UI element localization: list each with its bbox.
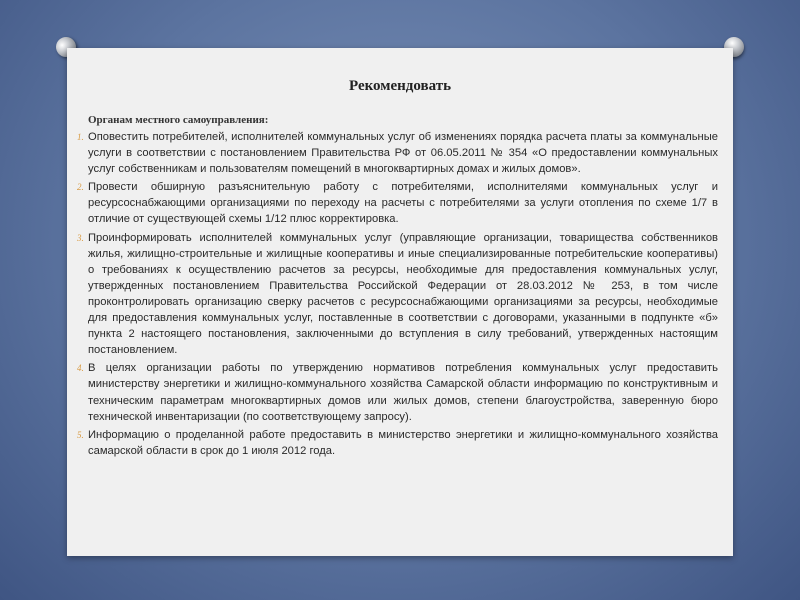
- list-item-text: Информацию о проделанной работе предоставить в министерство энергетики и жилищно-коммунального хозяйства самарской области в срок до 1 июля 2012 года.: [88, 428, 718, 457]
- list-item-number: 5.: [77, 429, 84, 440]
- list-item-number: 2.: [77, 182, 84, 193]
- list-item: [77, 360, 718, 424]
- list-item: [77, 427, 718, 459]
- list-item-number: 4.: [77, 363, 84, 374]
- list-item: [77, 230, 718, 359]
- list-item: [77, 129, 718, 177]
- list-item-number: 1.: [77, 132, 84, 142]
- list-item-text: В целях организации работы по утверждению нормативов потребления коммунальных услуг предоставить министерству энергетики и жилищно-коммунального хозяйства Самарской области информацию по конструктивным и техническим параметрам многоквартирных домов или жилых домов, степени благоустройства, заверенную бюро технической инвентаризации (по соответствующему запросу).: [88, 362, 718, 423]
- list-item-text: Оповестить потребителей, исполнителей коммунальных услуг об изменениях порядка расчета платы за коммунальные услуги в соответствии с постановлением Правительства РФ от 06.05.2011 № 354 «О предоставлении коммунальных услуг собственникам и пользователям помещений в многоквартирных домах и жилых домов».: [88, 131, 718, 176]
- slide-paper: [67, 48, 733, 556]
- recommendation-list: [77, 129, 718, 461]
- list-item-text: Провести обширную разъяснительную работу с потребителями, исполнителями коммунальных услуг и ресурсоснабжающими организациями по переходу на расчеты с потребителями за услуги отопления по схеме 1/7 в отличие от существующей схемы 1/12 плюс корректировка.: [88, 181, 718, 226]
- list-item-text: Проинформировать исполнителей коммунальных услуг (управляющие организации, товарищества собственников жилья, жилищно-строительные и жилищные кооперативы и иные специализированные потребительские кооперативы) о требованиях к осуществлению расчетов за ресурсы, необходимые для предоставления коммунальных услуг, утвержденных постановлением Правительства Российской Федерации от 28.03.2012 № 253, в том числе проконтролировать организацию сверку расчетов с ресурсоснабжающими организациями за ресурсы, необходимые для предоставления коммунальных услуг, поставленные в соответствии с договорами, указанными в подпункте «б» пункта 2 настоящего постановления, заключенными до вступления в силу требований, утвержденных настоящим постановлением.: [88, 231, 718, 357]
- slide-title: Рекомендовать: [348, 78, 452, 94]
- list-item-number: 3.: [77, 232, 84, 243]
- slide-subtitle: Органам местного самоуправления:: [88, 114, 269, 126]
- list-item: [77, 179, 718, 227]
